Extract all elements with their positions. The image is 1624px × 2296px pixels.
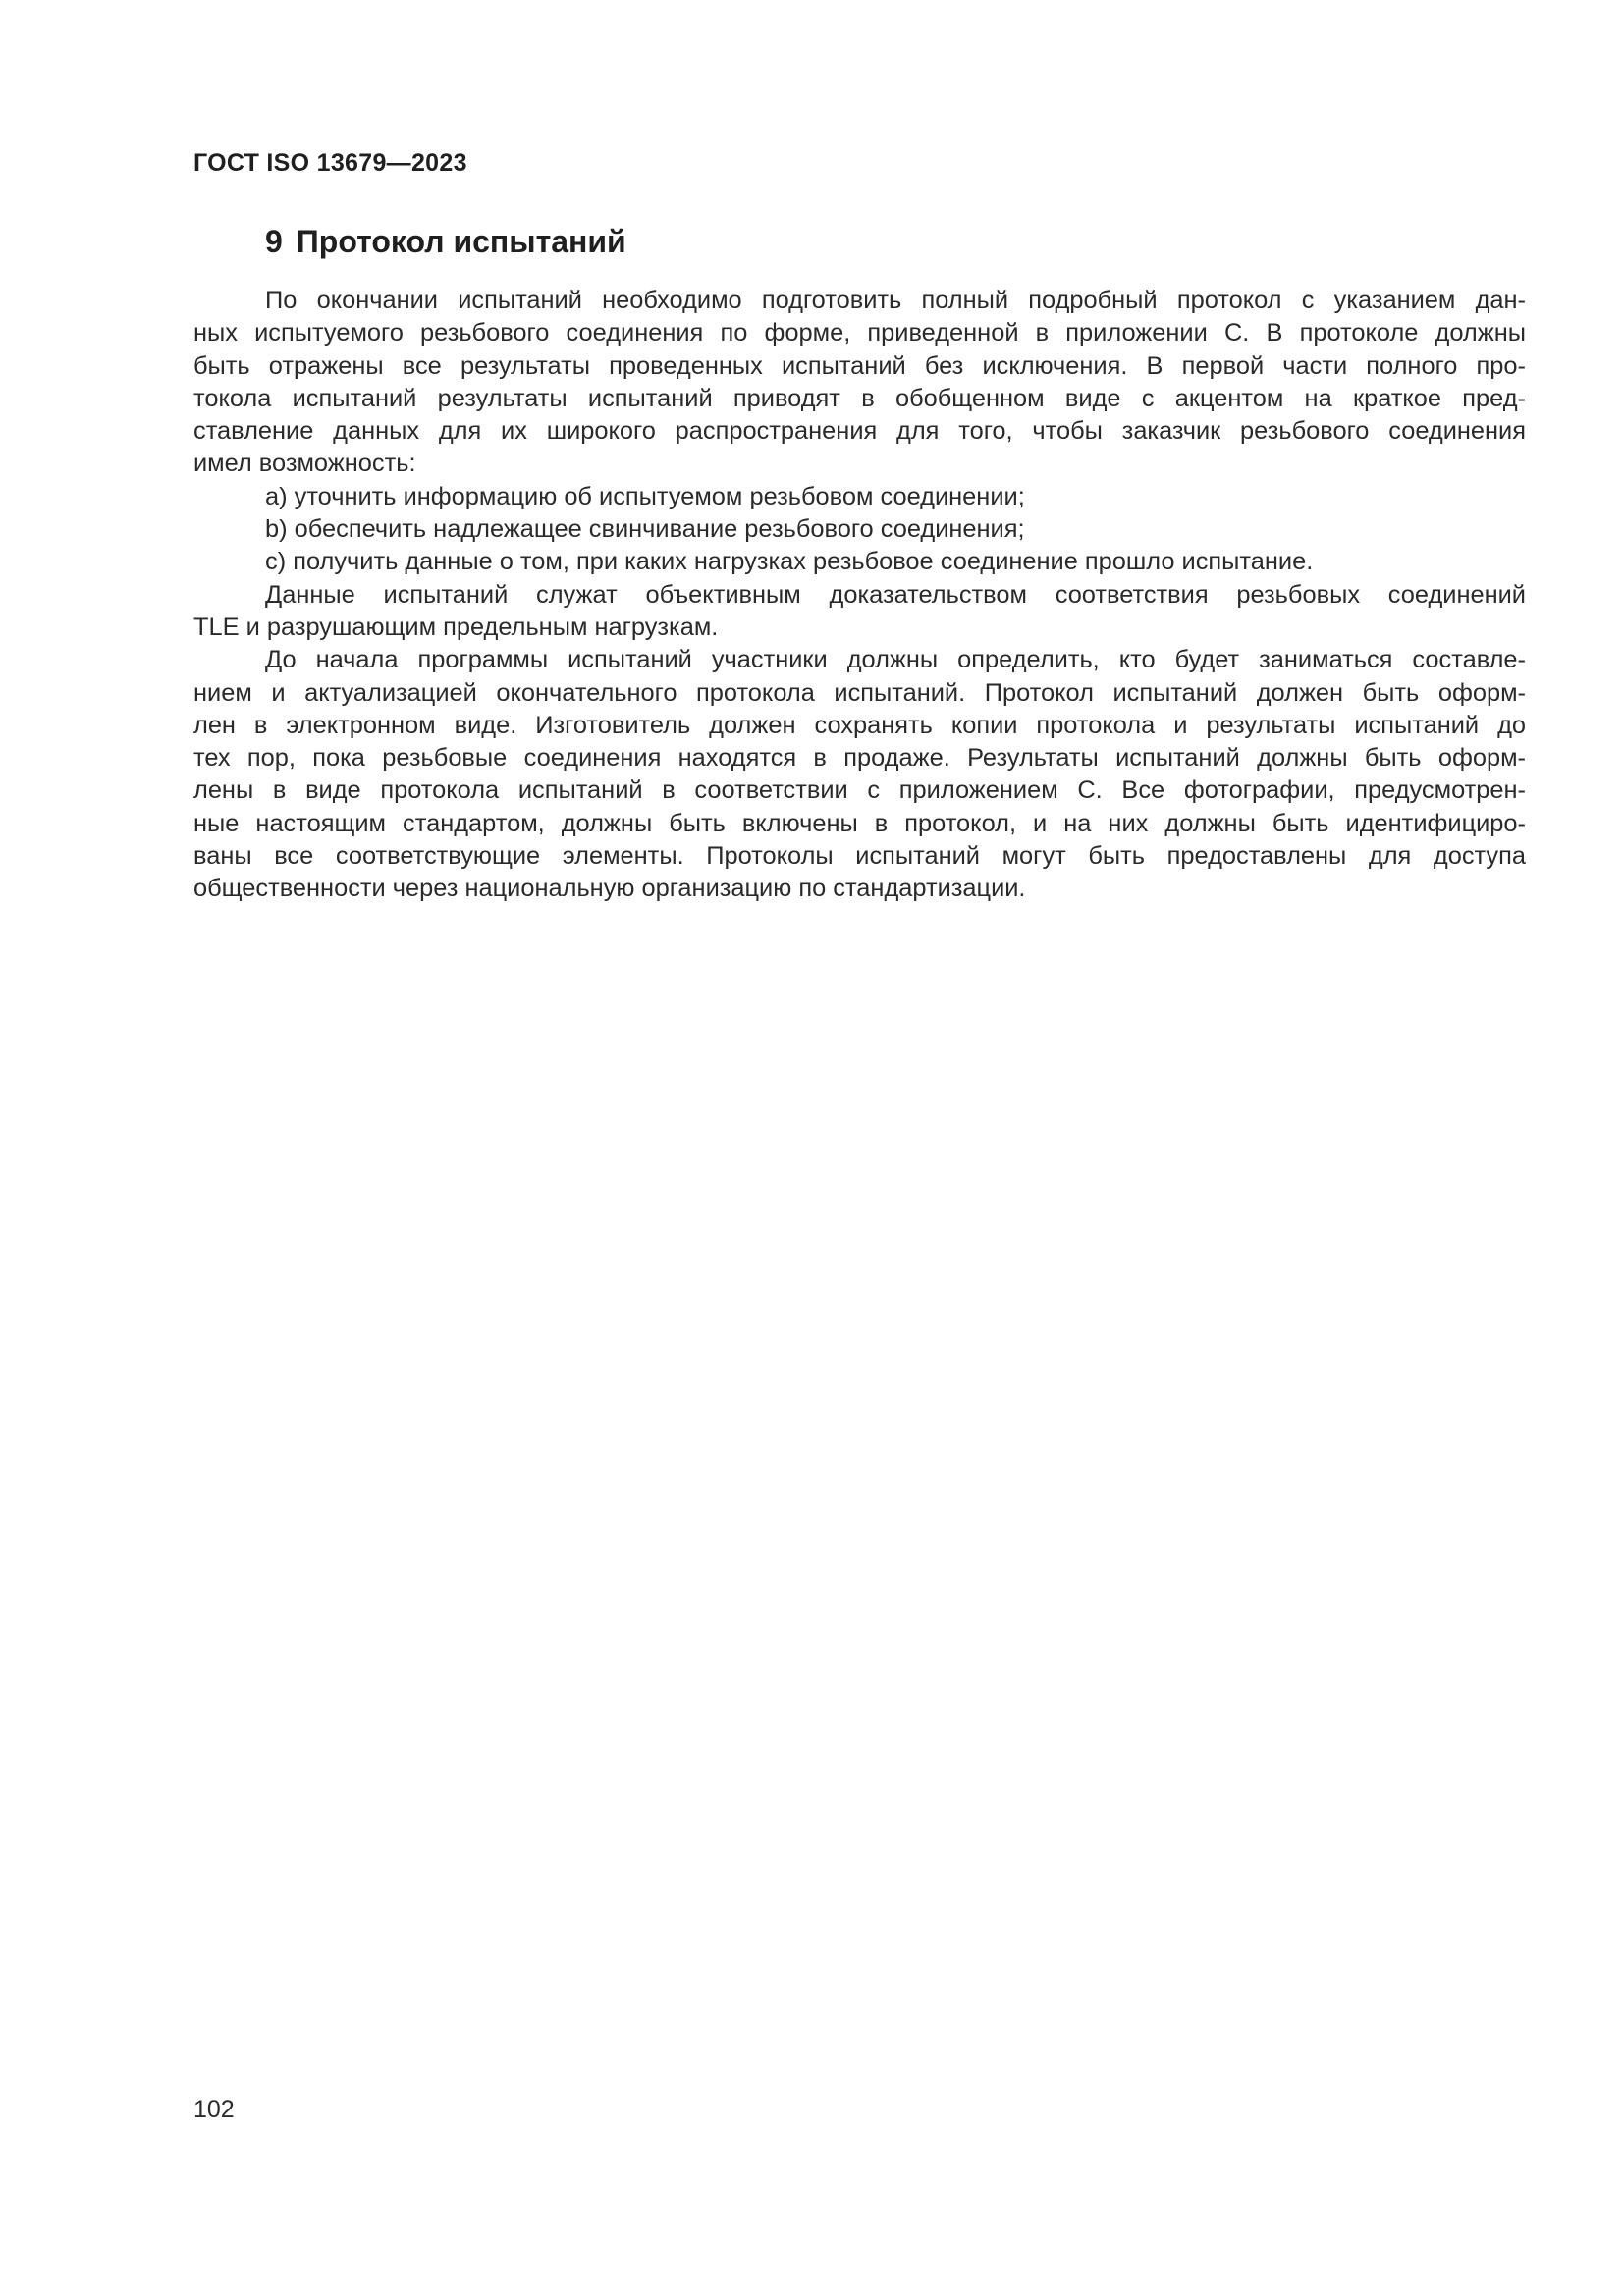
section-title (265, 224, 626, 260)
paragraph-2-line: Данные испытаний служат объективным доказательством соответствия резьбовых соединений (265, 580, 1526, 609)
section-body (193, 285, 1526, 906)
paragraph-3-line: нием и актуализацией окончательного протокола испытаний. Протокол испытаний должен быть оформ- (193, 678, 1526, 707)
paragraph-3-line: ваны все соответствующие элементы. Протоколы испытаний могут быть предоставлены для доступа (193, 842, 1526, 871)
paragraph-3-line: общественности через национальную организацию по стандартизации. (193, 875, 1026, 903)
paragraph-2-line: TLE и разрушающим предельным нагрузкам. (193, 613, 719, 641)
paragraph-1-line: быть отражены все результаты проведенных испытаний без исключения. В первой части полного про- (193, 351, 1526, 380)
paragraph-3-line: тех пор, пока резьбовые соединения находятся в продаже. Результаты испытаний должны быть оформ- (193, 744, 1526, 773)
list-item: a) уточнить информацию об испытуемом резьбовом соединении; (265, 482, 1025, 510)
list-item: b) обеспечить надлежащее свинчивание резьбового соединения; (265, 515, 1025, 544)
paragraph-1-line: имел возможность: (193, 450, 416, 478)
paragraph-1-line: По окончании испытаний необходимо подготовить полный подробный протокол с указанием дан- (265, 287, 1526, 314)
paragraph-3-line: лен в электронном виде. Изготовитель должен сохранять копии протокола и результаты испытаний до (193, 711, 1526, 739)
paragraph-3-line: лены в виде протокола испытаний в соответствии с приложением С. Все фотографии, предусмотрен- (193, 776, 1526, 805)
paragraph-3-line: ные настоящим стандартом, должны быть включены в протокол, и на них должны быть идентифициро- (193, 809, 1526, 837)
paragraph-1-line: ставление данных для их широкого распространения для того, чтобы заказчик резьбового соединения (193, 417, 1526, 446)
list-item: c) получить данные о том, при каких нагрузках резьбовое соединение прошло испытание. (265, 548, 1314, 576)
document-code-header: ГОСТ ISO 13679—2023 (193, 149, 467, 177)
paragraph-1-line: токола испытаний результаты испытаний приводят в обобщенном виде с акцентом на краткое пред- (193, 384, 1526, 412)
page-number: 102 (193, 2096, 235, 2123)
section-number: 9 (265, 224, 283, 259)
section-title-text: Протокол испытаний (296, 224, 626, 259)
paragraph-1-line: ных испытуемого резьбового соединения по форме, приведенной в приложении С. В протоколе должны (193, 319, 1526, 347)
paragraph-3-line: До начала программы испытаний участники должны определить, кто будет заниматься составле- (265, 646, 1526, 674)
